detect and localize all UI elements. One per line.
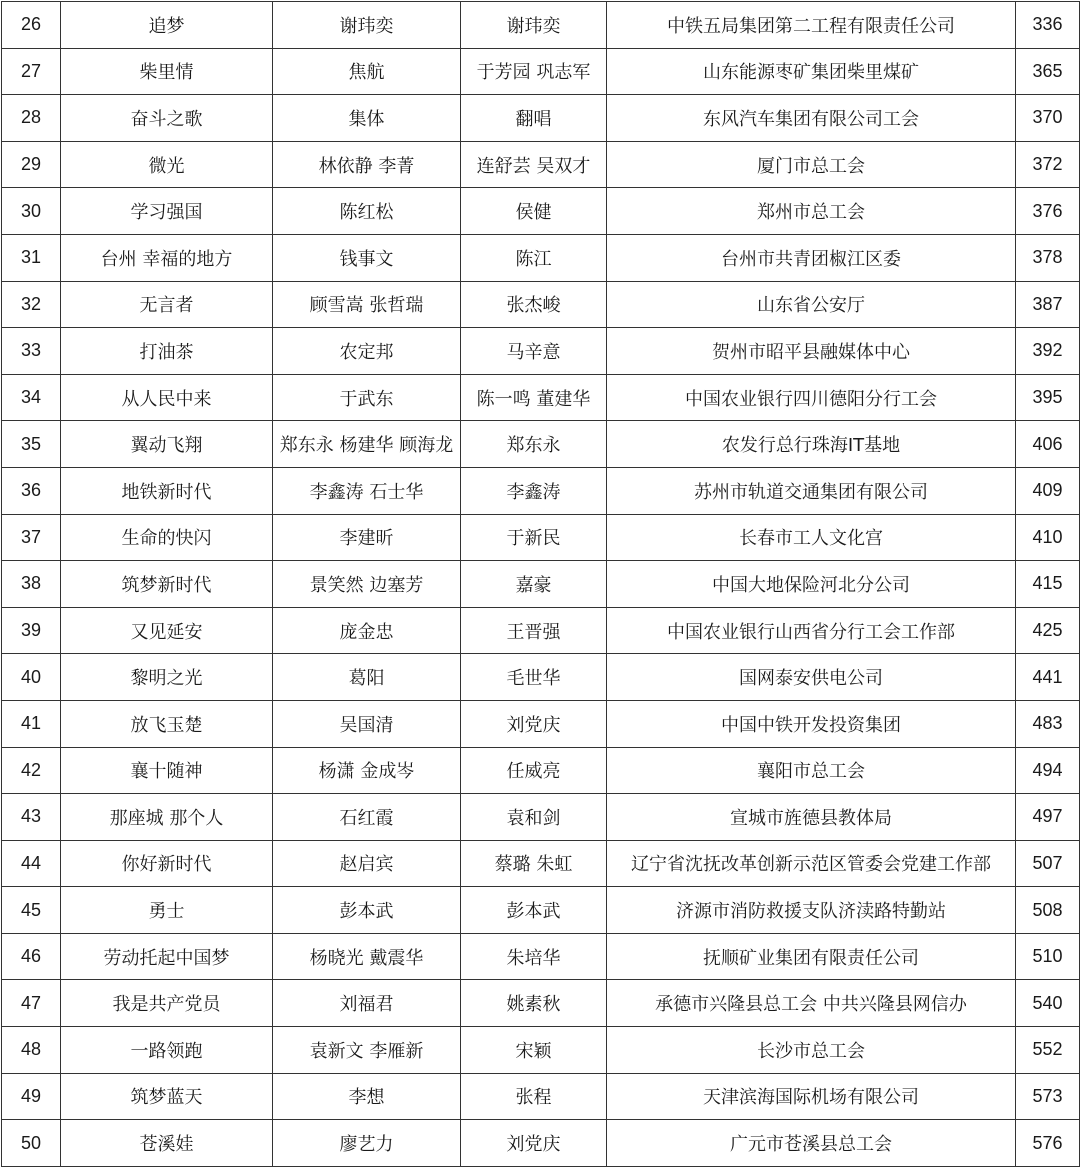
table-row bbox=[2, 141, 1080, 188]
cell-votes: 415 bbox=[1016, 561, 1080, 608]
cell-lyricist: 石红霞 bbox=[273, 794, 461, 841]
cell-unit: 广元市苍溪县总工会 bbox=[607, 1120, 1016, 1167]
cell-number: 29 bbox=[2, 141, 61, 188]
cell-number: 41 bbox=[2, 700, 61, 747]
cell-performer: 陈江 bbox=[461, 234, 607, 281]
cell-lyricist: 赵启宾 bbox=[273, 840, 461, 887]
cell-unit: 宣城市旌德县教体局 bbox=[607, 794, 1016, 841]
table-row bbox=[2, 654, 1080, 701]
cell-votes: 494 bbox=[1016, 747, 1080, 794]
cell-performer: 毛世华 bbox=[461, 654, 607, 701]
cell-votes: 410 bbox=[1016, 514, 1080, 561]
cell-unit: 天津滨海国际机场有限公司 bbox=[607, 1073, 1016, 1120]
cell-song-title: 微光 bbox=[61, 141, 273, 188]
cell-performer: 连舒芸 吴双才 bbox=[461, 141, 607, 188]
cell-number: 49 bbox=[2, 1073, 61, 1120]
cell-performer: 宋颖 bbox=[461, 1027, 607, 1074]
cell-song-title: 奋斗之歌 bbox=[61, 95, 273, 142]
cell-performer: 王晋强 bbox=[461, 607, 607, 654]
cell-performer: 姚素秋 bbox=[461, 980, 607, 1027]
cell-song-title: 筑梦新时代 bbox=[61, 561, 273, 608]
cell-lyricist: 集体 bbox=[273, 95, 461, 142]
cell-performer: 于新民 bbox=[461, 514, 607, 561]
cell-song-title: 苍溪娃 bbox=[61, 1120, 273, 1167]
table-body bbox=[2, 2, 1080, 1167]
cell-unit: 郑州市总工会 bbox=[607, 188, 1016, 235]
cell-lyricist: 廖艺力 bbox=[273, 1120, 461, 1167]
cell-votes: 376 bbox=[1016, 188, 1080, 235]
cell-unit: 抚顺矿业集团有限责任公司 bbox=[607, 933, 1016, 980]
cell-votes: 372 bbox=[1016, 141, 1080, 188]
cell-lyricist: 袁新文 李雁新 bbox=[273, 1027, 461, 1074]
table-row bbox=[2, 48, 1080, 95]
cell-lyricist: 林依静 李菁 bbox=[273, 141, 461, 188]
cell-song-title: 放飞玉楚 bbox=[61, 700, 273, 747]
cell-number: 35 bbox=[2, 421, 61, 468]
cell-unit: 东风汽车集团有限公司工会 bbox=[607, 95, 1016, 142]
cell-number: 33 bbox=[2, 328, 61, 375]
cell-lyricist: 钱事文 bbox=[273, 234, 461, 281]
cell-song-title: 台州 幸福的地方 bbox=[61, 234, 273, 281]
table-row bbox=[2, 700, 1080, 747]
cell-votes: 540 bbox=[1016, 980, 1080, 1027]
cell-lyricist: 景笑然 边塞芳 bbox=[273, 561, 461, 608]
cell-unit: 台州市共青团椒江区委 bbox=[607, 234, 1016, 281]
cell-unit: 中国大地保险河北分公司 bbox=[607, 561, 1016, 608]
cell-unit: 苏州市轨道交通集团有限公司 bbox=[607, 467, 1016, 514]
cell-lyricist: 彭本武 bbox=[273, 887, 461, 934]
cell-votes: 406 bbox=[1016, 421, 1080, 468]
cell-song-title: 襄十随神 bbox=[61, 747, 273, 794]
cell-unit: 山东能源枣矿集团柴里煤矿 bbox=[607, 48, 1016, 95]
cell-song-title: 一路领跑 bbox=[61, 1027, 273, 1074]
cell-number: 47 bbox=[2, 980, 61, 1027]
cell-song-title: 柴里情 bbox=[61, 48, 273, 95]
cell-lyricist: 谢玮奕 bbox=[273, 2, 461, 49]
cell-votes: 497 bbox=[1016, 794, 1080, 841]
cell-votes: 336 bbox=[1016, 2, 1080, 49]
cell-lyricist: 李想 bbox=[273, 1073, 461, 1120]
cell-votes: 507 bbox=[1016, 840, 1080, 887]
cell-performer: 任威亮 bbox=[461, 747, 607, 794]
table-row bbox=[2, 95, 1080, 142]
cell-song-title: 从人民中来 bbox=[61, 374, 273, 421]
cell-lyricist: 杨晓光 戴震华 bbox=[273, 933, 461, 980]
cell-unit: 山东省公安厅 bbox=[607, 281, 1016, 328]
cell-votes: 483 bbox=[1016, 700, 1080, 747]
cell-unit: 农发行总行珠海IT基地 bbox=[607, 421, 1016, 468]
cell-song-title: 地铁新时代 bbox=[61, 467, 273, 514]
cell-lyricist: 吴国清 bbox=[273, 700, 461, 747]
cell-song-title: 打油茶 bbox=[61, 328, 273, 375]
cell-song-title: 筑梦蓝天 bbox=[61, 1073, 273, 1120]
table-row bbox=[2, 2, 1080, 49]
cell-votes: 387 bbox=[1016, 281, 1080, 328]
cell-lyricist: 刘福君 bbox=[273, 980, 461, 1027]
cell-performer: 刘党庆 bbox=[461, 700, 607, 747]
table-row bbox=[2, 933, 1080, 980]
table-row bbox=[2, 794, 1080, 841]
table-row bbox=[2, 607, 1080, 654]
cell-song-title: 黎明之光 bbox=[61, 654, 273, 701]
cell-lyricist: 焦航 bbox=[273, 48, 461, 95]
cell-number: 30 bbox=[2, 188, 61, 235]
cell-number: 43 bbox=[2, 794, 61, 841]
cell-votes: 508 bbox=[1016, 887, 1080, 934]
table-row bbox=[2, 374, 1080, 421]
cell-song-title: 又见延安 bbox=[61, 607, 273, 654]
cell-unit: 中铁五局集团第二工程有限责任公司 bbox=[607, 2, 1016, 49]
cell-number: 42 bbox=[2, 747, 61, 794]
cell-number: 27 bbox=[2, 48, 61, 95]
cell-unit: 中国农业银行山西省分行工会工作部 bbox=[607, 607, 1016, 654]
cell-unit: 辽宁省沈抚改革创新示范区管委会党建工作部 bbox=[607, 840, 1016, 887]
cell-number: 26 bbox=[2, 2, 61, 49]
cell-number: 38 bbox=[2, 561, 61, 608]
cell-votes: 365 bbox=[1016, 48, 1080, 95]
cell-votes: 441 bbox=[1016, 654, 1080, 701]
cell-number: 46 bbox=[2, 933, 61, 980]
cell-number: 37 bbox=[2, 514, 61, 561]
cell-unit: 长沙市总工会 bbox=[607, 1027, 1016, 1074]
cell-lyricist: 李建昕 bbox=[273, 514, 461, 561]
cell-lyricist: 于武东 bbox=[273, 374, 461, 421]
cell-performer: 谢玮奕 bbox=[461, 2, 607, 49]
cell-song-title: 追梦 bbox=[61, 2, 273, 49]
cell-number: 40 bbox=[2, 654, 61, 701]
cell-lyricist: 郑东永 杨建华 顾海龙 bbox=[273, 421, 461, 468]
cell-performer: 蔡璐 朱虹 bbox=[461, 840, 607, 887]
cell-number: 39 bbox=[2, 607, 61, 654]
cell-votes: 425 bbox=[1016, 607, 1080, 654]
cell-unit: 承德市兴隆县总工会 中共兴隆县网信办 bbox=[607, 980, 1016, 1027]
table-row bbox=[2, 980, 1080, 1027]
cell-votes: 552 bbox=[1016, 1027, 1080, 1074]
cell-number: 34 bbox=[2, 374, 61, 421]
cell-performer: 朱培华 bbox=[461, 933, 607, 980]
table-row bbox=[2, 281, 1080, 328]
cell-unit: 贺州市昭平县融媒体中心 bbox=[607, 328, 1016, 375]
cell-performer: 侯健 bbox=[461, 188, 607, 235]
table-row bbox=[2, 1073, 1080, 1120]
cell-votes: 409 bbox=[1016, 467, 1080, 514]
cell-performer: 李鑫涛 bbox=[461, 467, 607, 514]
cell-votes: 576 bbox=[1016, 1120, 1080, 1167]
cell-lyricist: 杨潇 金成岑 bbox=[273, 747, 461, 794]
cell-song-title: 那座城 那个人 bbox=[61, 794, 273, 841]
cell-number: 32 bbox=[2, 281, 61, 328]
cell-lyricist: 顾雪嵩 张哲瑞 bbox=[273, 281, 461, 328]
table-row bbox=[2, 234, 1080, 281]
cell-unit: 长春市工人文化宫 bbox=[607, 514, 1016, 561]
table-row bbox=[2, 188, 1080, 235]
cell-number: 48 bbox=[2, 1027, 61, 1074]
cell-performer: 陈一鸣 董建华 bbox=[461, 374, 607, 421]
cell-votes: 392 bbox=[1016, 328, 1080, 375]
cell-performer: 于芳园 巩志军 bbox=[461, 48, 607, 95]
cell-lyricist: 陈红松 bbox=[273, 188, 461, 235]
cell-song-title: 翼动飞翔 bbox=[61, 421, 273, 468]
cell-performer: 嘉豪 bbox=[461, 561, 607, 608]
cell-votes: 510 bbox=[1016, 933, 1080, 980]
cell-performer: 郑东永 bbox=[461, 421, 607, 468]
table-row bbox=[2, 514, 1080, 561]
cell-song-title: 生命的快闪 bbox=[61, 514, 273, 561]
cell-lyricist: 农定邦 bbox=[273, 328, 461, 375]
cell-song-title: 劳动托起中国梦 bbox=[61, 933, 273, 980]
cell-unit: 中国农业银行四川德阳分行工会 bbox=[607, 374, 1016, 421]
table-row bbox=[2, 421, 1080, 468]
cell-votes: 395 bbox=[1016, 374, 1080, 421]
cell-song-title: 无言者 bbox=[61, 281, 273, 328]
cell-number: 31 bbox=[2, 234, 61, 281]
table-row bbox=[2, 887, 1080, 934]
cell-lyricist: 李鑫涛 石士华 bbox=[273, 467, 461, 514]
cell-number: 28 bbox=[2, 95, 61, 142]
cell-song-title: 学习强国 bbox=[61, 188, 273, 235]
cell-unit: 国网泰安供电公司 bbox=[607, 654, 1016, 701]
cell-performer: 张杰峻 bbox=[461, 281, 607, 328]
table-row bbox=[2, 328, 1080, 375]
cell-song-title: 勇士 bbox=[61, 887, 273, 934]
cell-votes: 378 bbox=[1016, 234, 1080, 281]
ranking-table bbox=[1, 1, 1080, 1167]
cell-performer: 张程 bbox=[461, 1073, 607, 1120]
cell-lyricist: 葛阳 bbox=[273, 654, 461, 701]
cell-number: 44 bbox=[2, 840, 61, 887]
cell-song-title: 我是共产党员 bbox=[61, 980, 273, 1027]
table-row bbox=[2, 1027, 1080, 1074]
cell-number: 50 bbox=[2, 1120, 61, 1167]
cell-number: 45 bbox=[2, 887, 61, 934]
cell-performer: 袁和剑 bbox=[461, 794, 607, 841]
cell-performer: 彭本武 bbox=[461, 887, 607, 934]
table-row bbox=[2, 840, 1080, 887]
cell-unit: 济源市消防救援支队济渎路特勤站 bbox=[607, 887, 1016, 934]
table-row bbox=[2, 561, 1080, 608]
cell-song-title: 你好新时代 bbox=[61, 840, 273, 887]
cell-number: 36 bbox=[2, 467, 61, 514]
cell-unit: 襄阳市总工会 bbox=[607, 747, 1016, 794]
cell-performer: 刘党庆 bbox=[461, 1120, 607, 1167]
cell-unit: 中国中铁开发投资集团 bbox=[607, 700, 1016, 747]
cell-votes: 370 bbox=[1016, 95, 1080, 142]
cell-unit: 厦门市总工会 bbox=[607, 141, 1016, 188]
table-row bbox=[2, 747, 1080, 794]
table-row bbox=[2, 467, 1080, 514]
cell-votes: 573 bbox=[1016, 1073, 1080, 1120]
cell-lyricist: 庞金忠 bbox=[273, 607, 461, 654]
cell-performer: 马辛意 bbox=[461, 328, 607, 375]
cell-performer: 翻唱 bbox=[461, 95, 607, 142]
table-row bbox=[2, 1120, 1080, 1167]
